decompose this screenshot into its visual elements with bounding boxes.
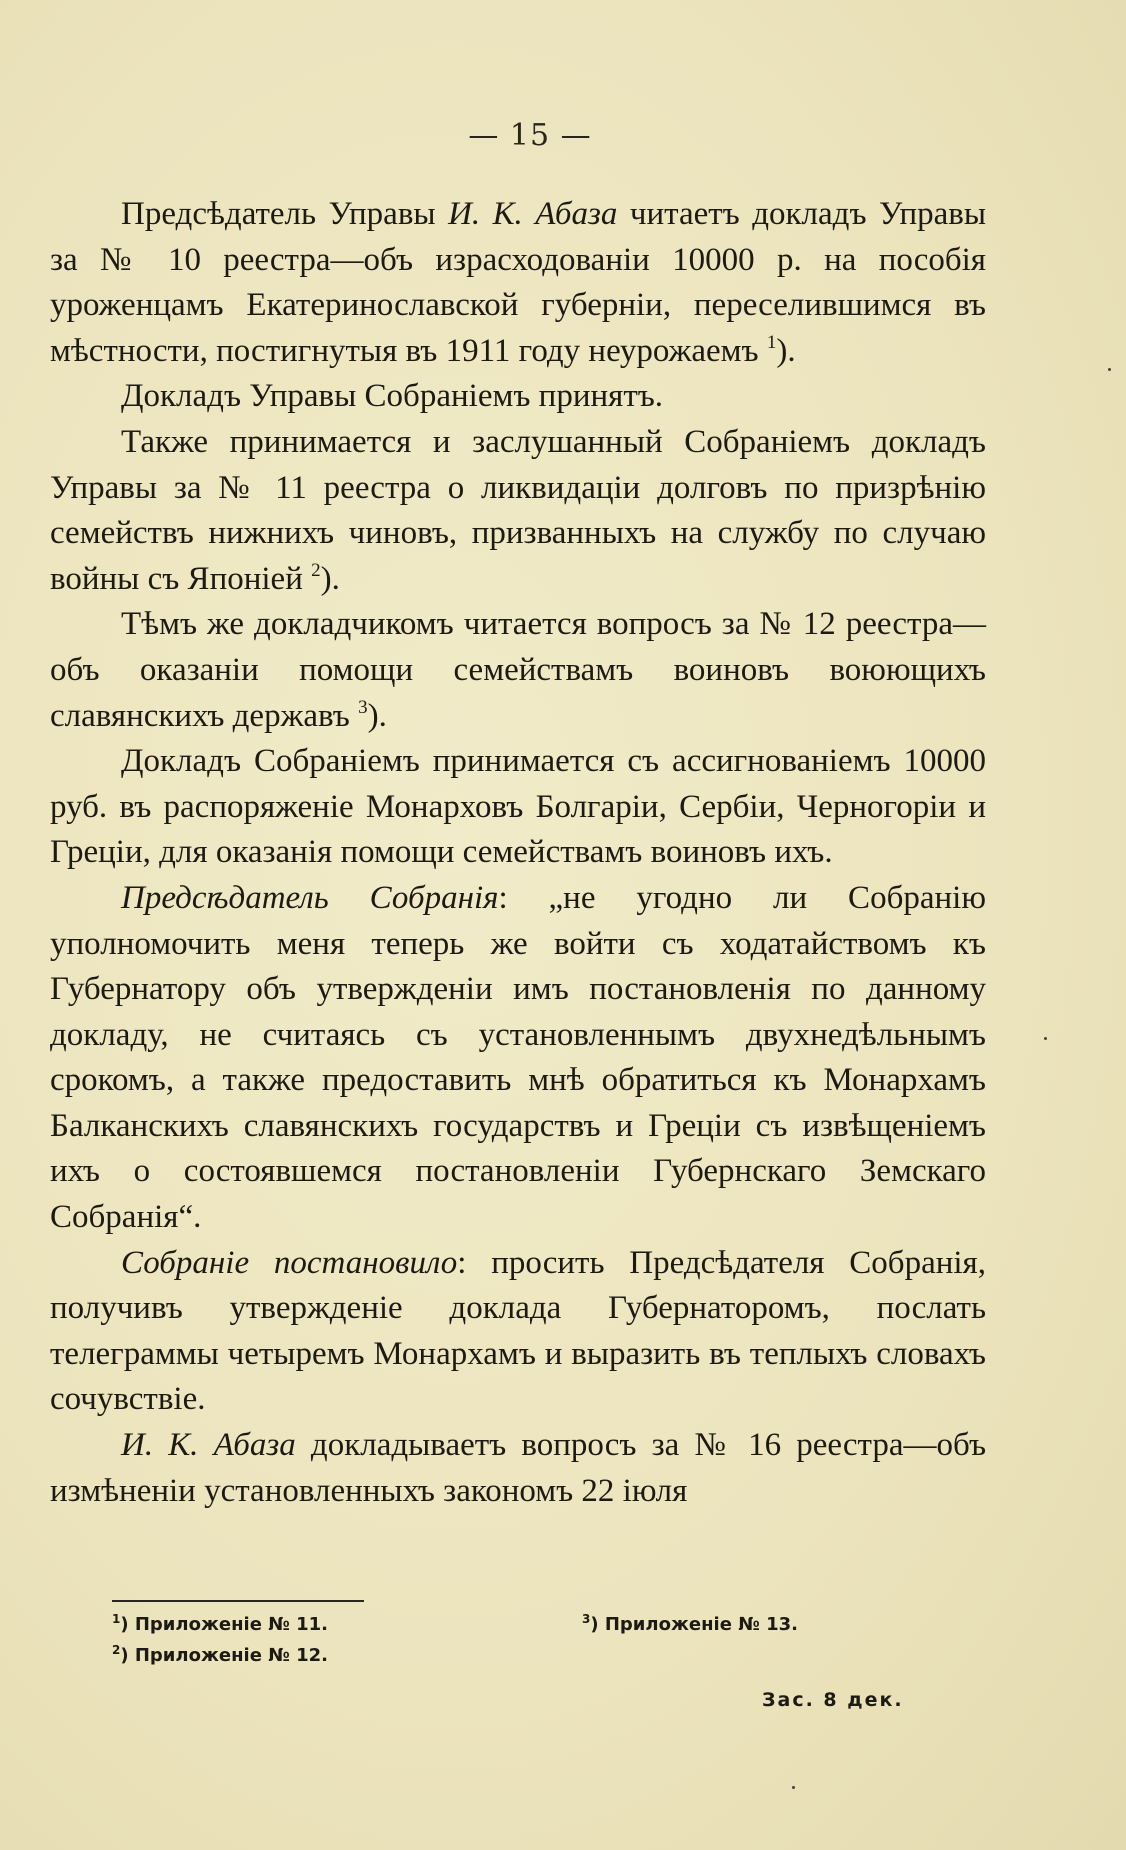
- footnote-3: [582, 1612, 798, 1635]
- paragraph-7: [50, 1241, 986, 1423]
- footnote-1: [112, 1612, 328, 1635]
- paragraph-4: [50, 602, 986, 739]
- paragraph-7-text: : просить Предсѣдателя Собранія, получивъ утвержденіе доклада Губернаторомъ, послать телеграммы четыремъ Монархамъ и выразить въ теплыхъ словахъ сочувствіе.: [50, 1244, 986, 1418]
- paragraph-8: [50, 1423, 986, 1514]
- paragraph-1-text-a: Предсѣдатель Управы: [121, 196, 449, 232]
- footnote-2-mark: 2: [112, 1643, 121, 1657]
- paper-speck: [1108, 368, 1111, 371]
- paragraph-6: [50, 876, 986, 1241]
- footnote-ref-1: 1: [766, 331, 777, 353]
- footnote-2-text: ) Приложеніе № 12.: [120, 1645, 328, 1666]
- paper-speck: [792, 1786, 795, 1789]
- paragraph-6-text: : „не угодно ли Собранію уполномочить меня теперь же войти съ ходатайствомъ къ Губернатору объ утвержденіи имъ постановленія по данному докладу, не считаясь съ установленнымъ двухнедѣльнымъ срокомъ, а также предоставить мнѣ обратиться къ Монархамъ Балканскихъ славянскихъ государствъ и Греціи съ извѣщеніемъ ихъ о состоявшемся постановленіи Губернскаго Земскаго Собранія“.: [50, 879, 986, 1236]
- footnote-3-mark: 3: [582, 1612, 591, 1626]
- speaker-chairman: Предсѣдатель Собранія: [121, 879, 499, 916]
- paragraph-4-text-c: ).: [367, 697, 387, 734]
- paragraph-2: Докладъ Управы Собраніемъ принятъ.: [121, 378, 664, 415]
- paragraph-3-text-a: Также принимается и заслушанный Собраніемъ докладъ Управы за № 11 реестра о ликвидаціи долговъ по призрѣнію семействъ нижнихъ чиновъ, призванныхъ на службу по случаю войны съ Японіей: [50, 423, 986, 597]
- speaker-abaza: И. К. Абаза: [121, 1427, 296, 1464]
- footnote-1-text: ) Приложеніе № 11.: [120, 1614, 328, 1635]
- footnote-divider: [112, 1600, 364, 1602]
- footnote-ref-2: 2: [311, 559, 321, 581]
- paragraph-8-text: докладываетъ вопросъ за № 16 реестра—объ измѣненіи установленныхъ закономъ 22 іюля: [50, 1427, 987, 1509]
- paragraph-3-text-c: ).: [320, 560, 340, 597]
- signature-mark: Зас. 8 дек.: [762, 1689, 904, 1711]
- footnote-1-mark: 1: [112, 1612, 121, 1626]
- paragraph-1-text-c: ).: [776, 332, 796, 369]
- paragraph-3: [50, 420, 986, 602]
- footnote-ref-3: 3: [358, 696, 368, 718]
- paragraph-4-text-a: Тѣмъ же докладчикомъ читается вопросъ за № 12 реестра—объ оказаніи помощи семействамъ воиновъ воюющихъ славянскихъ державъ: [50, 606, 986, 734]
- paragraph-1: [50, 192, 986, 374]
- paper-speck: [1044, 1037, 1047, 1040]
- footnote-3-text: ) Приложеніе № 13.: [590, 1614, 798, 1635]
- paragraph-5: Докладъ Собраніемъ принимается съ ассигнованіемъ 10000 руб. въ распоряженіе Монарховъ Болгаріи, Сербіи, Черногоріи и Греціи, для оказанія помощи семействамъ воиновъ ихъ.: [50, 743, 986, 871]
- footnote-2: [112, 1643, 328, 1666]
- speaker-name: И. К. Абаза: [448, 196, 618, 232]
- speaker-assembly: Собраніе постановило: [121, 1244, 458, 1281]
- page-number: — 15 —: [468, 118, 592, 153]
- body-text: [50, 192, 986, 1514]
- paragraph-1-text-b: читаетъ докладъ Управы за № 10 реестра—объ израсходованіи 10000 р. на пособія уроженцамъ Екатеринославской губерніи, переселившимся въ мѣстности, постигнутыя въ 1911 году неурожаемъ: [50, 196, 987, 369]
